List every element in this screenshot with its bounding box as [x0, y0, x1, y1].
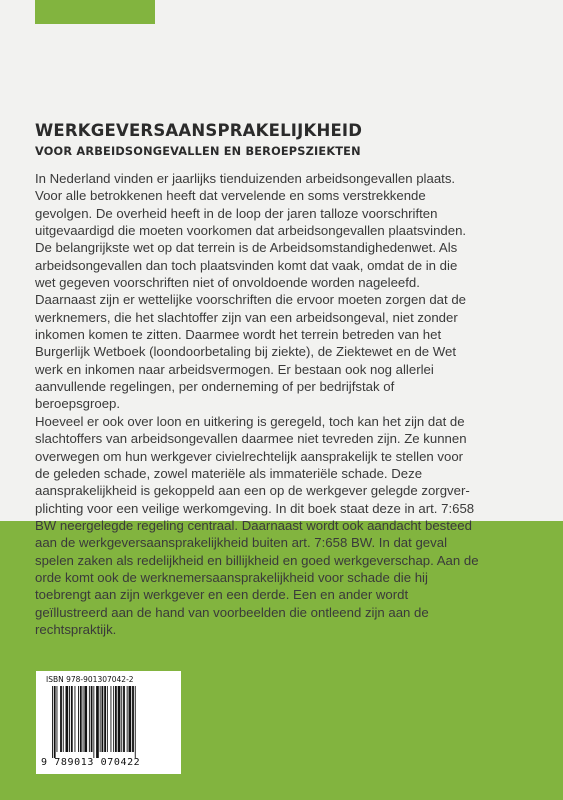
barcode-bar: [132, 686, 134, 752]
barcode-bar: [96, 686, 99, 758]
barcode-bar: [113, 686, 114, 752]
blurb-line: inkomen komen te zitten. Daarmee wordt het terrein betreden van het: [35, 327, 442, 343]
blurb-line: werknemers, die het slachtoffer zijn van een arbeidsongeval, niet zonder: [35, 309, 458, 325]
blurb-line: uitgevaardigd die moeten voorkomen dat arbeidsongevallen plaatsvinden.: [35, 223, 467, 239]
barcode-bar: [84, 686, 87, 752]
blurb-text: [35, 170, 540, 638]
barcode-bar: [93, 686, 94, 758]
barcode-bar: [71, 686, 73, 752]
blurb-line: Burgerlijk Wetboek (loondoorbetaling bij ziekte), de Ziektewet en de Wet: [35, 344, 457, 360]
blurb-line: De belangrijkste wet op dat terrein is de Arbeidsomstandighedenwet. Als: [35, 240, 458, 256]
blurb-line: overwegen om hun werkgever civielrechtelijk aansprakelijk te stellen voor: [35, 448, 464, 464]
barcode-number: 9 789013 070422: [41, 757, 141, 768]
blurb-line: geïllustreerd aan de hand van voorbeelden die ontleend zijn aan de: [35, 604, 429, 620]
barcode-bar: [121, 686, 122, 752]
book-title: WERKGEVERSAANSPRAKELIJKHEID: [35, 121, 363, 140]
barcode-bar: [57, 686, 58, 752]
barcode-bar: [69, 686, 70, 752]
blurb-line: wet gegeven voorschriften niet of onvoldoende worden nageleefd.: [35, 275, 420, 291]
barcode-bar: [100, 686, 101, 752]
barcode-bar: [75, 686, 76, 752]
blurb-line: Daarnaast zijn er wettelijke voorschriften die ervoor moeten zorgen dat de: [35, 292, 467, 308]
barcode-box: [36, 671, 181, 774]
blurb-line: de geleden schade, zowel materiële als immateriële schade. Deze: [35, 465, 423, 481]
barcode-bar: [52, 686, 53, 758]
barcode-bar: [78, 686, 79, 752]
blurb-line: arbeidsongevallen dan toch plaatsvinden komt dat vaak, omdat de in die: [35, 257, 458, 273]
blurb-line: aan de werkgeversaansprakelijkheid buiten art. 7:658 BW. In dat geval: [35, 535, 447, 551]
top-accent-bar: [35, 0, 155, 24]
barcode-bar: [111, 686, 112, 752]
barcode-bar: [80, 686, 82, 752]
barcode-bar: [127, 686, 128, 752]
blurb-line: aanvullende regelingen, per onderneming of per bedrijfstak of: [35, 379, 395, 395]
blurb-line: gevolgen. De overheid heeft in de loop der jaren talloze voorschriften: [35, 205, 438, 221]
barcode-bar: [135, 686, 136, 758]
blurb-line: beroepsgroep.: [35, 396, 121, 412]
barcode-bar: [83, 686, 84, 752]
blurb-line: werk en inkomen naar arbeidsvermogen. Er bestaan ook nog allerlei: [35, 361, 434, 377]
barcode-bar: [60, 686, 62, 752]
book-subtitle: VOOR ARBEIDSONGEVALLEN EN BEROEPSZIEKTEN: [35, 145, 361, 158]
blurb-line: spelen zaken als redelijkheid en billijkheid en goed werkgeverschap. Aan de: [35, 552, 479, 568]
barcode-bar: [129, 686, 132, 752]
barcode-bar: [115, 686, 117, 752]
barcode-bar: [118, 686, 121, 752]
barcode-bar: [91, 686, 93, 752]
barcode-bar: [89, 686, 90, 752]
blurb-line: BW neergelegde regeling centraal. Daarnaast wordt ook aandacht besteed: [35, 517, 472, 533]
barcode-image: [52, 686, 164, 758]
blurb-line: aansprakelijkheid is gekoppeld aan een op de werkgever gelegde zorgver-: [35, 483, 470, 499]
blurb-line: Hoeveel er ook over loon en uitkering is geregeld, toch kan het zijn dat de: [35, 413, 465, 429]
blurb-line: In Nederland vinden er jaarlijks tienduizenden arbeidsongevallen plaats.: [35, 171, 456, 186]
blurb-line: Voor alle betrokkenen heeft dat vervelende en soms verstrekkende: [35, 188, 426, 204]
barcode-bar: [66, 686, 69, 752]
isbn-label: ISBN 978-901307042-2: [46, 675, 134, 684]
barcode-bar: [123, 686, 125, 752]
blurb-line: rechtspraktijk.: [35, 621, 117, 637]
barcode-bar: [104, 686, 106, 752]
blurb-line: orde komt ook de werknemersaansprakelijkheid voor schade die hij: [35, 569, 428, 585]
barcode-bar: [63, 686, 64, 752]
barcode-bar: [54, 686, 56, 758]
barcode-bar: [107, 686, 108, 752]
barcode-bar: [102, 686, 104, 752]
blurb-line: plichting voor een veilige werkomgeving. In dit boek staat deze in art. 7:658: [35, 500, 475, 516]
blurb-line: toebrengt aan zijn werkgever en een derde. Een en ander wordt: [35, 587, 409, 603]
blurb-line: slachtoffers van arbeidsongevallen daarmee niet tevreden zijn. Ze kunnen: [35, 431, 467, 447]
